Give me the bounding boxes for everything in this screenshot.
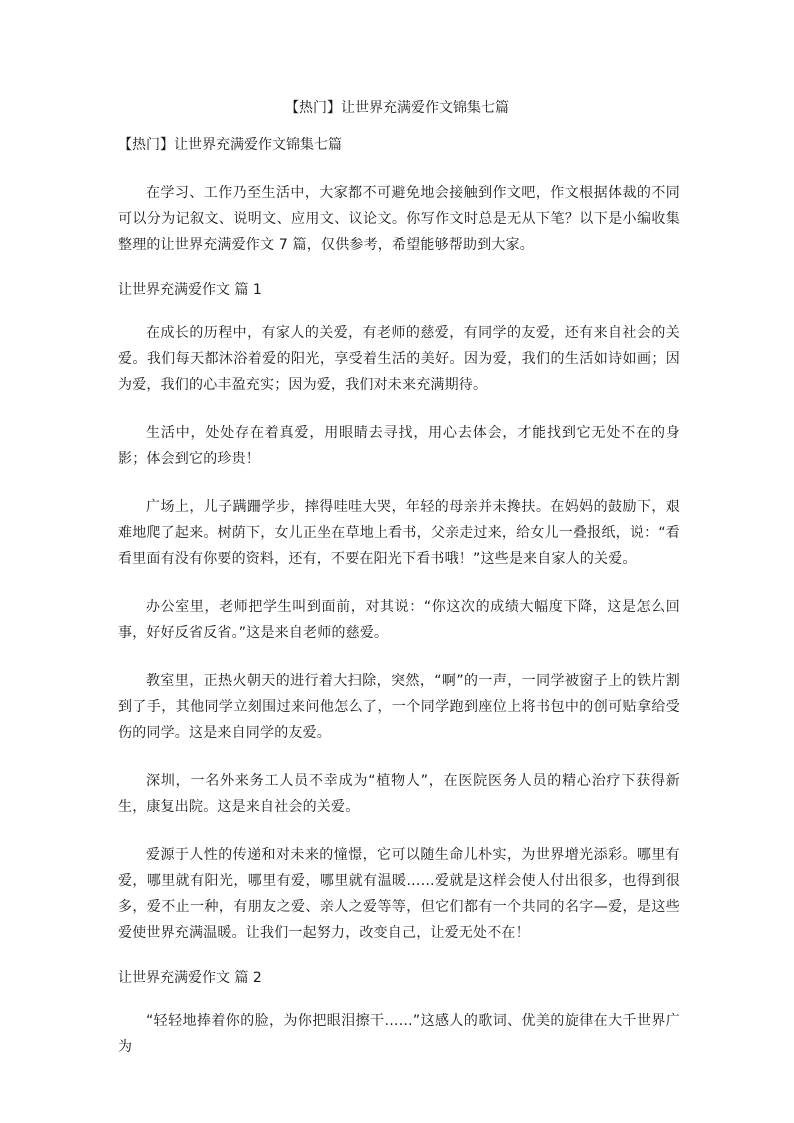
- section-2-heading: 让世界充满爱作文 篇 2: [118, 970, 262, 986]
- section-2-paragraph: “轻轻地捧着你的脸，为你把眼泪擦干……”这感人的歌词、优美的旋律在大千世界广为: [118, 1013, 680, 1055]
- intro-paragraph: 在学习、工作乃至生活中，大家都不可避免地会接触到作文吧，作文根据体裁的不同可以分为记叙文、说明文、应用文、议论文。你写作文时总是无从下笔？以下是小编收集整理的让世界充满爱作文 7 篇，仅供参考，希望能够帮助到大家。: [118, 185, 680, 253]
- document-subtitle: 【热门】让世界充满爱作文锦集七篇: [118, 137, 342, 153]
- section-1-paragraph: 深圳，一名外来务工人员不幸成为“植物人”，在医院医务人员的精心治疗下获得新生，康复出院。这是来自社会的关爱。: [118, 773, 680, 815]
- document-body: [118, 180, 680, 1082]
- section-1-heading: 让世界充满爱作文 篇 1: [118, 282, 262, 298]
- section-1-paragraph: 爱源于人性的传递和对未来的憧憬，它可以随生命儿朴实，为世界增光添彩。哪里有爱，哪里就有阳光，哪里有爱，哪里就有温暖……爱就是这样会使人付出很多，也得到很多，爱不止一种，有朋友之爱、亲人之爱等等，但它们都有一个共同的名字—爱，是这些爱使世界充满温暖。让我们一起努力，改变自己，让爱无处不在！: [118, 847, 680, 941]
- document-title: 【热门】让世界充满爱作文锦集七篇: [285, 100, 509, 116]
- section-1-paragraph: 教室里，正热火朝天的进行着大扫除，突然，“啊”的一声，一同学被窗子上的铁片割到了手，其他同学立刻围过来问他怎么了，一个同学跑到座位上将书包中的创可贴拿给受伤的同学。这是来自同学的友爱。: [118, 673, 680, 741]
- section-1-paragraph: 广场上，儿子蹒跚学步，摔得哇哇大哭，年轻的母亲并未搀扶。在妈妈的鼓励下，艰难地爬了起来。树荫下，女儿正坐在草地上看书，父亲走过来，给女儿一叠报纸，说：“看看里面有没有你要的资料，还有，不要在阳光下看书哦！”这些是来自家人的关爱。: [118, 499, 680, 567]
- section-1-paragraph: 生活中，处处存在着真爱，用眼睛去寻找，用心去体会，才能找到它无处不在的身影；体会到它的珍贵！: [118, 425, 680, 467]
- section-1-paragraph: 在成长的历程中，有家人的关爱，有老师的慈爱，有同学的友爱，还有来自社会的关爱。我们每天都沐浴着爱的阳光，享受着生活的美好。因为爱，我们的生活如诗如画；因为爱，我们的心丰盈充实；因为爱，我们对未来充满期待。: [118, 325, 680, 393]
- section-1-paragraph: 办公室里，老师把学生叫到面前，对其说：“你这次的成绩大幅度下降，这是怎么回事，好好反省反省。”这是来自老师的慈爱。: [118, 599, 680, 641]
